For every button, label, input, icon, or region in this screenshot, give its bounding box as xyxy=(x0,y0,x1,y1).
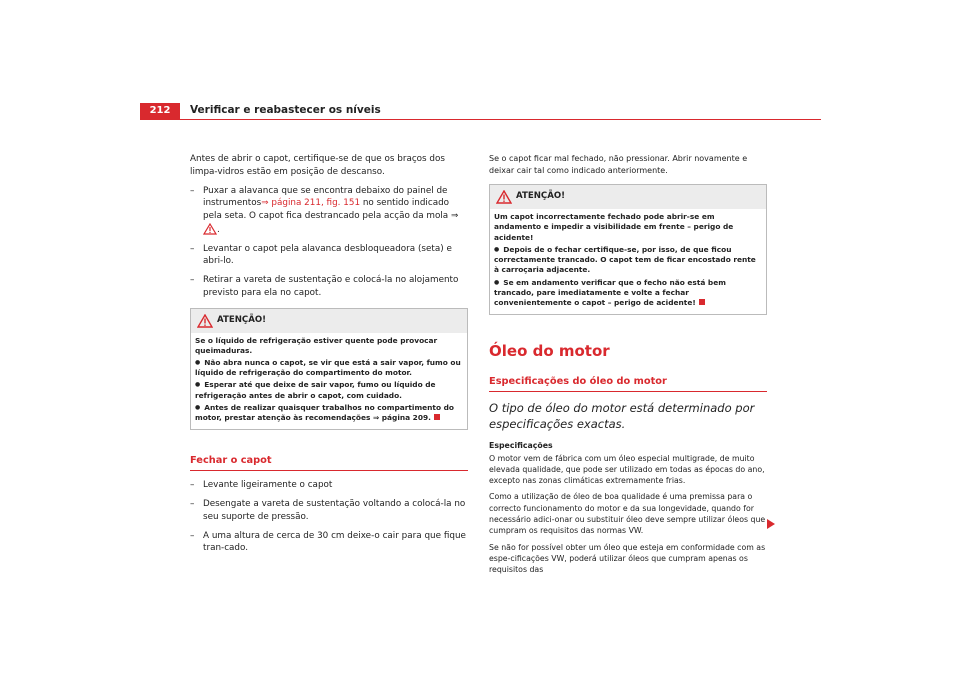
warning-header xyxy=(191,309,467,333)
end-marker-icon xyxy=(434,414,440,420)
warning-box xyxy=(190,308,468,431)
step-list-item: – Levantar o capot pela alavanca desbloqueadora (seta) e abri-lo. xyxy=(190,243,468,269)
warning-triangle-icon xyxy=(496,190,512,204)
step-list-item: – Desengate a vareta de sustentação voltando a colocá-la no seu suporte de pressão. xyxy=(190,498,468,524)
chapter-title: Óleo do motor xyxy=(489,342,610,361)
step-list-item xyxy=(190,185,468,237)
step-text: Puxar a alavanca que se encontra debaixo do painel de instrumentos xyxy=(203,185,448,209)
warning-bullet: ● Não abra nunca o capot, se vir que está a sair vapor, fumo ou líquido de refrigeração do compartimento do motor. xyxy=(195,358,463,378)
end-marker-icon xyxy=(699,299,705,305)
page-header-title: Verificar e reabastecer os níveis xyxy=(190,104,381,116)
step-text: no sentido indicado pela seta. O capot fica destrancado pela acção da mola ⇒ xyxy=(203,198,459,221)
intro-paragraph: Se o capot ficar mal fechado, não pressionar. Abrir novamente e deixar cair tal como indicado anteriormente. xyxy=(489,154,748,175)
step-text: . xyxy=(217,224,220,235)
step-list-item: – Retirar a vareta de sustentação e colocá-la no alojamento previsto para ela no capot. xyxy=(190,274,468,300)
warning-bullet-text: ● Se em andamento verificar que o fecho não está bem trancado, pare imediatamente e volte a fechar convenientemente o capot – perigo de acidente! xyxy=(494,278,726,307)
warning-bullet xyxy=(195,403,463,423)
body-paragraph: O motor vem de fábrica com um óleo especial multigrade, de muito elevada qualidade, que pode ser utilizado em todas as épocas do ano, excepto nas zonas climáticas extremamente frias. xyxy=(489,453,765,486)
step-list-item: – Levante ligeiramente o capot xyxy=(190,479,468,492)
section-title-close-hood: Fechar o capot xyxy=(190,454,468,471)
body-paragraph: Como a utilização de óleo de boa qualidade é uma premissa para o correcto funcionamento do motor e da sua longevidade, quando for necessário adici-onar ou substituir óleo deve sempre utilizar óleos que cumpram os requisitos das normas VW. xyxy=(489,492,766,536)
intro-paragraph: Antes de abrir o capot, certifique-se de que os braços dos limpa-vidros estão em posição de descanso. xyxy=(190,154,445,177)
body-paragraph: Se não for possível obter um óleo que esteja em conformidade com as espe-cificações VW, poderá utilizar óleos que cumpram apenas os requisitos das xyxy=(489,542,766,575)
warning-triangle-icon[interactable] xyxy=(203,223,217,235)
spec-body xyxy=(489,440,767,575)
warning-body xyxy=(490,209,766,308)
warning-bullet xyxy=(494,278,762,309)
warning-triangle-icon xyxy=(197,314,213,328)
warning-text: Um capot incorrectamente fechado pode abrir-se em andamento e impedir a visibilidade em frente – perigo de acidente! xyxy=(494,212,734,242)
warning-bullet-text: ● Antes de realizar quaisquer trabalhos no compartimento do motor, prestar atenção às recomendações ⇒ página 209. xyxy=(195,403,454,422)
subheading: Especificações xyxy=(489,441,553,451)
warning-body xyxy=(191,333,467,424)
warning-title: ATENÇÃO! xyxy=(516,191,566,202)
header-rule xyxy=(140,119,821,120)
warning-title: ATENÇÃO! xyxy=(217,314,267,325)
step-list-item: – A uma altura de cerca de 30 cm deixe-o cair para que fique tran-cado. xyxy=(190,530,468,556)
section-title-oil-specs: Especificações do óleo do motor xyxy=(489,375,767,392)
warning-text: Se o líquido de refrigeração estiver quente pode provocar queimaduras. xyxy=(195,335,438,355)
lead-text: O tipo de óleo do motor está determinado por especificações exactas. xyxy=(489,401,755,432)
left-column xyxy=(190,153,468,561)
page-number: 212 xyxy=(140,103,180,119)
warning-box xyxy=(489,184,767,315)
continue-arrow-icon xyxy=(766,518,776,530)
warning-bullet: ● Esperar até que deixe de sair vapor, fumo ou líquido de refrigeração antes de abrir o capot, com cuidado. xyxy=(195,380,463,400)
warning-header xyxy=(490,185,766,209)
right-column xyxy=(489,153,767,581)
warning-bullet: ● Depois de o fechar certifique-se, por isso, de que ficou correctamente trancado. O capot tem de ficar encostado rente à carroçaria adjacente. xyxy=(494,245,762,276)
page-reference-link[interactable]: ⇒ página 211, fig. 151 xyxy=(261,198,361,209)
